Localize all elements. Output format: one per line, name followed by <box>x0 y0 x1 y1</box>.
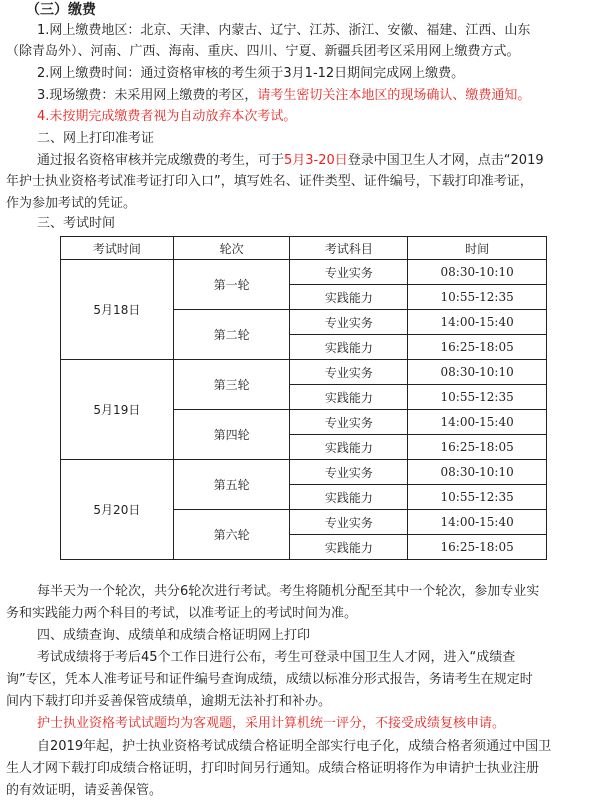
onsite-text: 3.现场缴费：未采用网上缴费的考区， <box>37 88 258 103</box>
exam-date-cell: 5月19日 <box>61 360 174 460</box>
round-cell: 第五轮 <box>173 460 290 510</box>
round-cell: 第三轮 <box>173 360 290 410</box>
time-cell: 16:25-18:05 <box>408 535 547 560</box>
subject-cell: 实践能力 <box>290 285 408 310</box>
exam-schedule-table <box>60 236 547 560</box>
paragraph-certificate: 自2019年起，护士执业资格考试成绩合格证明全部实行电子化，成绩合格者须通过中国卫 <box>37 739 552 754</box>
table-row <box>61 460 547 485</box>
time-cell: 14:00-15:40 <box>408 310 547 335</box>
table-header-row <box>61 237 547 260</box>
table-row <box>61 260 547 285</box>
paragraph-onsite-payment <box>37 86 611 106</box>
time-cell: 14:00-15:40 <box>408 510 547 535</box>
subject-cell: 专业实务 <box>290 310 408 335</box>
header-time: 时间 <box>408 237 547 260</box>
paragraph-online-regions-cont: （除青岛外）、河南、广西、海南、重庆、四川、宁夏、新疆兵团考区采用网上缴费方式。 <box>6 44 520 59</box>
round-cell: 第一轮 <box>173 260 290 310</box>
round-cell: 第二轮 <box>173 310 290 360</box>
subject-cell: 专业实务 <box>290 510 408 535</box>
time-cell: 08:30-10:10 <box>408 260 547 285</box>
print-text-a: 通过报名资格审核并完成缴费的考生，可于 <box>37 153 285 168</box>
paragraph-print-admission <box>37 151 611 171</box>
time-cell: 10:55-12:35 <box>408 385 547 410</box>
subject-cell: 专业实务 <box>290 410 408 435</box>
round-cell: 第六轮 <box>173 510 290 560</box>
subject-cell: 实践能力 <box>290 385 408 410</box>
subject-cell: 专业实务 <box>290 360 408 385</box>
section-title-scores: 四、成绩查询、成绩单和成绩合格证明网上打印 <box>37 628 311 643</box>
section-title-print: 二、网上打印准考证 <box>37 131 155 146</box>
subject-cell: 专业实务 <box>290 260 408 285</box>
paragraph-score-release: 考试成绩将于考后45个工作日进行公布，考生可登录中国卫生人才网，进入“成绩查 <box>37 650 516 665</box>
time-cell: 14:00-15:40 <box>408 410 547 435</box>
table-row <box>61 360 547 385</box>
time-cell: 16:25-18:05 <box>408 335 547 360</box>
paragraph-score-release-end: 间内下载打印并妥善保管成绩单，逾期无法补打和补办。 <box>6 694 332 709</box>
paragraph-online-time: 2.网上缴费时间：通过资格审核的考生须于3月1-12日期间完成网上缴费。 <box>37 66 465 81</box>
time-cell: 08:30-10:10 <box>408 360 547 385</box>
paragraph-certificate-end: 的有效证明，请妥善保管。 <box>6 783 163 798</box>
print-text-c: 登录中国卫生人才网，点击“2019 <box>347 153 544 168</box>
time-cell: 16:25-18:05 <box>408 435 547 460</box>
section-title-payment: （三）缴费 <box>26 2 96 18</box>
time-cell: 10:55-12:35 <box>408 285 547 310</box>
section-title-exam-time: 三、考试时间 <box>37 216 116 231</box>
subject-cell: 实践能力 <box>290 485 408 510</box>
header-round: 轮次 <box>173 237 290 260</box>
paragraph-objective-questions: 护士执业资格考试试题均为客观题，采用计算机统一评分，不接受成绩复核申请。 <box>37 716 506 731</box>
paragraph-score-release-cont: 询”专区，凭本人准考证号和证件编号查询成绩，成绩以标准分形式报告，务请考生在规定时 <box>6 672 533 687</box>
time-cell: 08:30-10:10 <box>408 460 547 485</box>
exam-date-cell: 5月18日 <box>61 260 174 360</box>
paragraph-print-admission-cont: 年护士执业资格考试准考证打印入口”，填写姓名、证件类型、证件编号，下载打印准考证， <box>6 174 533 189</box>
paragraph-online-regions: 1.网上缴费地区：北京、天津、内蒙古、辽宁、江苏、浙江、安徽、福建、江西、山东 <box>37 23 531 38</box>
paragraph-print-admission-end: 作为参加考试的凭证。 <box>6 196 137 211</box>
paragraph-rounds-cont: 务和实践能力两个科目的考试，以准考证上的考试时间为准。 <box>6 606 358 621</box>
round-cell: 第四轮 <box>173 410 290 460</box>
onsite-notice-red: 请考生密切关注本地区的现场确认、缴费通知。 <box>257 88 531 103</box>
paragraph-not-paid: 4.未按期完成缴费者视为自动放弃本次考试。 <box>37 109 297 124</box>
exam-date-cell: 5月20日 <box>61 460 174 560</box>
header-exam-date: 考试时间 <box>61 237 174 260</box>
print-date-red: 5月3-20日 <box>284 153 348 168</box>
subject-cell: 专业实务 <box>290 460 408 485</box>
subject-cell: 实践能力 <box>290 335 408 360</box>
subject-cell: 实践能力 <box>290 435 408 460</box>
subject-cell: 实践能力 <box>290 535 408 560</box>
paragraph-rounds: 每半天为一个轮次，共分6轮次进行考试。考生将随机分配至其中一个轮次，参加专业实 <box>37 584 540 599</box>
time-cell: 10:55-12:35 <box>408 485 547 510</box>
paragraph-certificate-cont: 生人才网下载打印成绩合格证明，打印时间另行通知。成绩合格证明将作为申请护士执业注册 <box>6 761 540 776</box>
header-subject: 考试科目 <box>290 237 408 260</box>
